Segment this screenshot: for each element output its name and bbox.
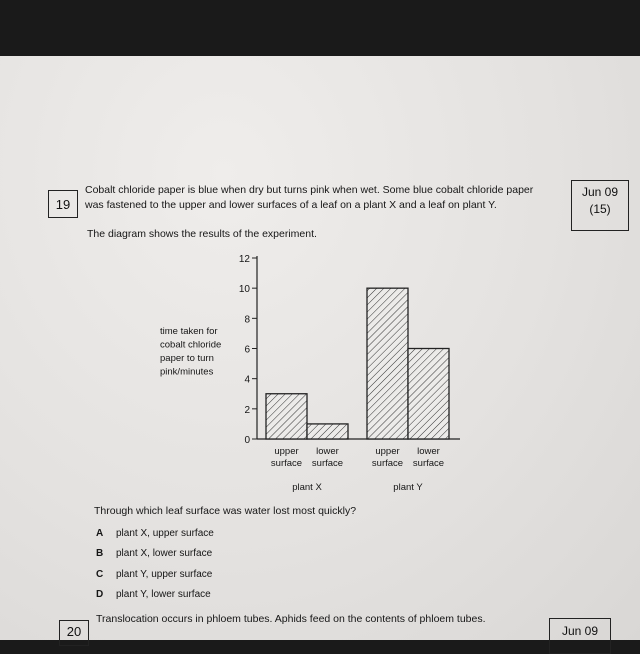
y-tick-label: 10 xyxy=(238,284,250,296)
bar xyxy=(266,394,307,439)
date-box xyxy=(549,618,611,654)
question-number-box xyxy=(59,620,89,646)
option-text: plant X, lower surface xyxy=(116,548,213,559)
x-tick-label: lower xyxy=(316,446,339,457)
x-tick-label: surface xyxy=(270,458,303,469)
y-tick-label: 12 xyxy=(238,254,250,265)
bar xyxy=(408,349,449,440)
question-prompt: Through which leaf surface was water lost most quickly? xyxy=(94,505,357,517)
option-text: plant Y, lower surface xyxy=(116,589,211,600)
option-letter: A xyxy=(96,528,104,539)
x-tick-label: upper xyxy=(375,446,400,457)
group-label: plant X xyxy=(292,482,322,493)
x-tick-label: surface xyxy=(371,458,404,469)
question-text-line1: Cobalt chloride paper is blue when dry but turns pink when wet. Some blue cobalt chloride paper xyxy=(85,184,534,196)
date-label: Jun 09 xyxy=(561,624,599,638)
question-text-line1: Translocation occurs in phloem tubes. Aphids feed on the contents of phloem tubes. xyxy=(96,613,486,625)
option-letter: D xyxy=(96,589,104,600)
y-axis-label: pink/minutes xyxy=(160,366,214,378)
question-number: 20 xyxy=(66,624,82,639)
mark-label: (15) xyxy=(589,202,611,216)
option-letter: B xyxy=(96,548,104,559)
y-tick-label: 6 xyxy=(244,344,250,356)
question-number: 19 xyxy=(55,196,71,212)
y-axis-label: time taken for xyxy=(160,326,218,337)
y-axis-label: cobalt chloride xyxy=(160,339,222,351)
date-label: Jun 09 xyxy=(581,185,619,199)
question-text-line2: was fastened to the upper and lower surfaces of a leaf on a plant X and a leaf on plant Y. xyxy=(85,199,497,211)
bar xyxy=(367,288,408,439)
diagram-intro: The diagram shows the results of the experiment. xyxy=(87,228,317,240)
option-text: plant Y, upper surface xyxy=(116,569,213,580)
y-tick-label: 4 xyxy=(244,374,250,386)
y-tick-label: 0 xyxy=(244,435,250,446)
y-tick-label: 2 xyxy=(244,404,250,416)
y-tick-label: 8 xyxy=(244,314,250,326)
x-tick-label: surface xyxy=(311,458,344,469)
group-label: plant Y xyxy=(393,482,423,493)
option-text: plant X, upper surface xyxy=(116,528,214,539)
x-tick-label: lower xyxy=(417,446,440,457)
x-tick-label: upper xyxy=(274,446,299,457)
y-axis-label: paper to turn xyxy=(160,353,214,364)
x-tick-label: surface xyxy=(412,458,445,469)
option-letter: C xyxy=(96,569,104,580)
bar xyxy=(307,424,348,439)
